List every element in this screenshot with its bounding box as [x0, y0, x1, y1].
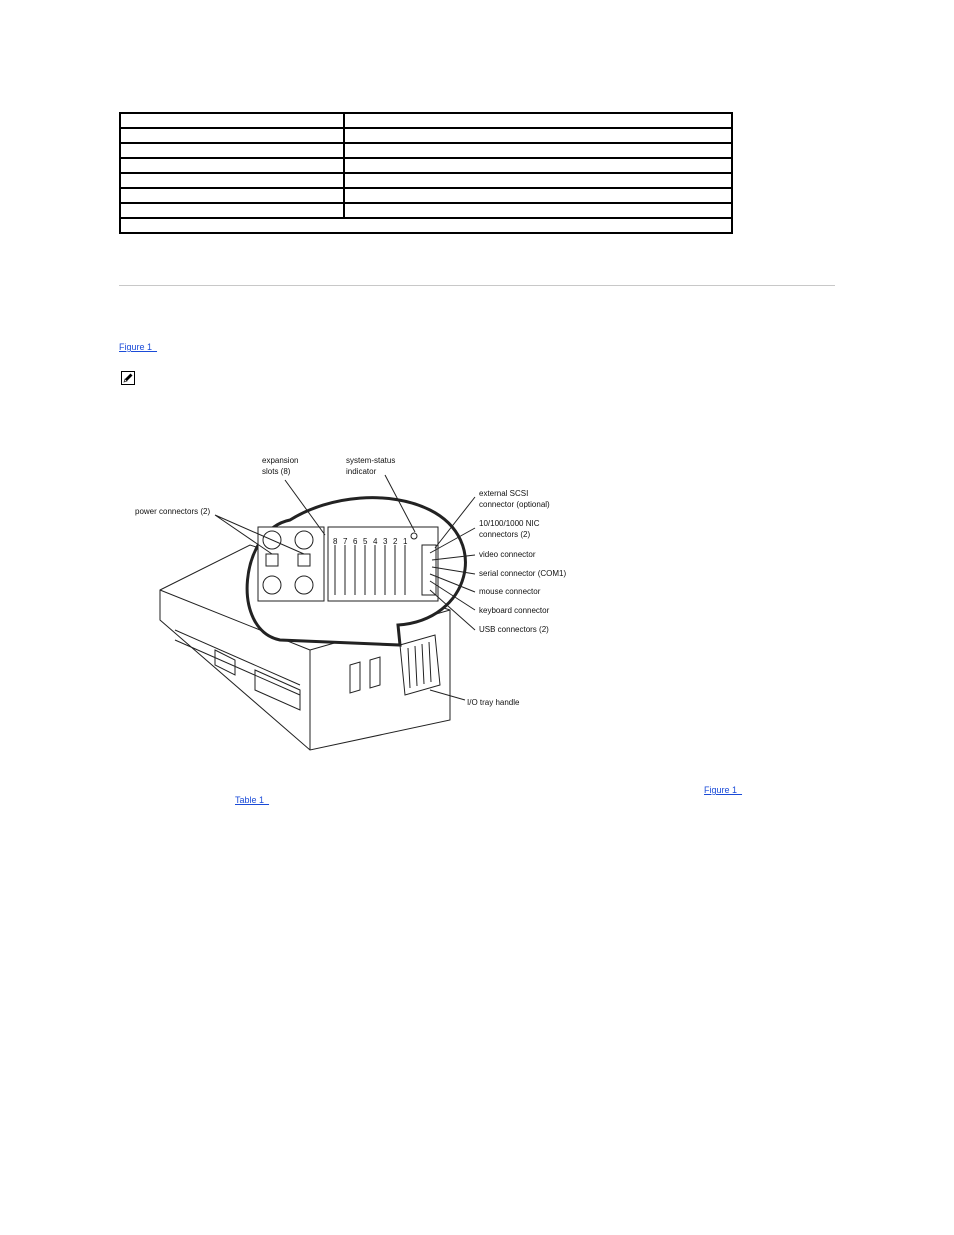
table-1-link[interactable]: Table 1: [235, 795, 270, 805]
label-nic-connectors: connectors (2): [479, 530, 531, 539]
table-cell: [344, 173, 732, 188]
table-cell: [120, 203, 344, 218]
label-nic-connectors: 10/100/1000 NIC: [479, 519, 540, 528]
figure-1-link[interactable]: Figure 1: [119, 342, 158, 352]
section-divider: [119, 285, 835, 286]
label-mouse-connector: mouse connector: [479, 587, 541, 596]
table-cell: [120, 113, 344, 128]
table-row: [120, 128, 732, 143]
label-expansion-slots: slots (8): [262, 467, 291, 476]
slot-number: 6: [353, 537, 358, 546]
label-power-connectors: power connectors (2): [135, 507, 211, 516]
label-expansion-slots: expansion: [262, 456, 299, 465]
label-system-status: system-status: [346, 456, 396, 465]
note-pencil-icon: [121, 371, 135, 385]
table-cell: [344, 113, 732, 128]
table-row: [120, 143, 732, 158]
table-cell: [344, 203, 732, 218]
label-external-scsi: connector (optional): [479, 500, 550, 509]
table-row: [120, 173, 732, 188]
table-cell: [120, 188, 344, 203]
label-video-connector: video connector: [479, 550, 536, 559]
table-row: [120, 158, 732, 173]
table-cell: [344, 158, 732, 173]
label-system-status: indicator: [346, 467, 377, 476]
slot-number: 8: [333, 537, 338, 546]
table-cell: [120, 143, 344, 158]
table-row: [120, 218, 732, 233]
table-cell: [120, 158, 344, 173]
figure-1-link[interactable]: Figure 1: [704, 785, 743, 795]
label-serial-connector: serial connector (COM1): [479, 569, 567, 578]
back-panel-figure: [130, 450, 590, 760]
table-cell: [344, 128, 732, 143]
table-cell: [344, 143, 732, 158]
slot-number: 5: [363, 537, 368, 546]
slot-number: 4: [373, 537, 378, 546]
spec-table: [119, 112, 733, 234]
label-io-tray-handle: I/O tray handle: [467, 698, 520, 707]
table-cell: [120, 218, 732, 233]
slot-number: 3: [383, 537, 388, 546]
label-usb-connectors: USB connectors (2): [479, 625, 549, 634]
label-keyboard-connector: keyboard connector: [479, 606, 550, 615]
table-cell: [120, 173, 344, 188]
table-row: [120, 203, 732, 218]
table-cell: [120, 128, 344, 143]
slot-number: 2: [393, 537, 398, 546]
slot-number: 7: [343, 537, 348, 546]
slot-number: 1: [403, 537, 408, 546]
table-row: [120, 188, 732, 203]
table-cell: [344, 188, 732, 203]
label-external-scsi: external SCSI: [479, 489, 529, 498]
table-row: [120, 113, 732, 128]
